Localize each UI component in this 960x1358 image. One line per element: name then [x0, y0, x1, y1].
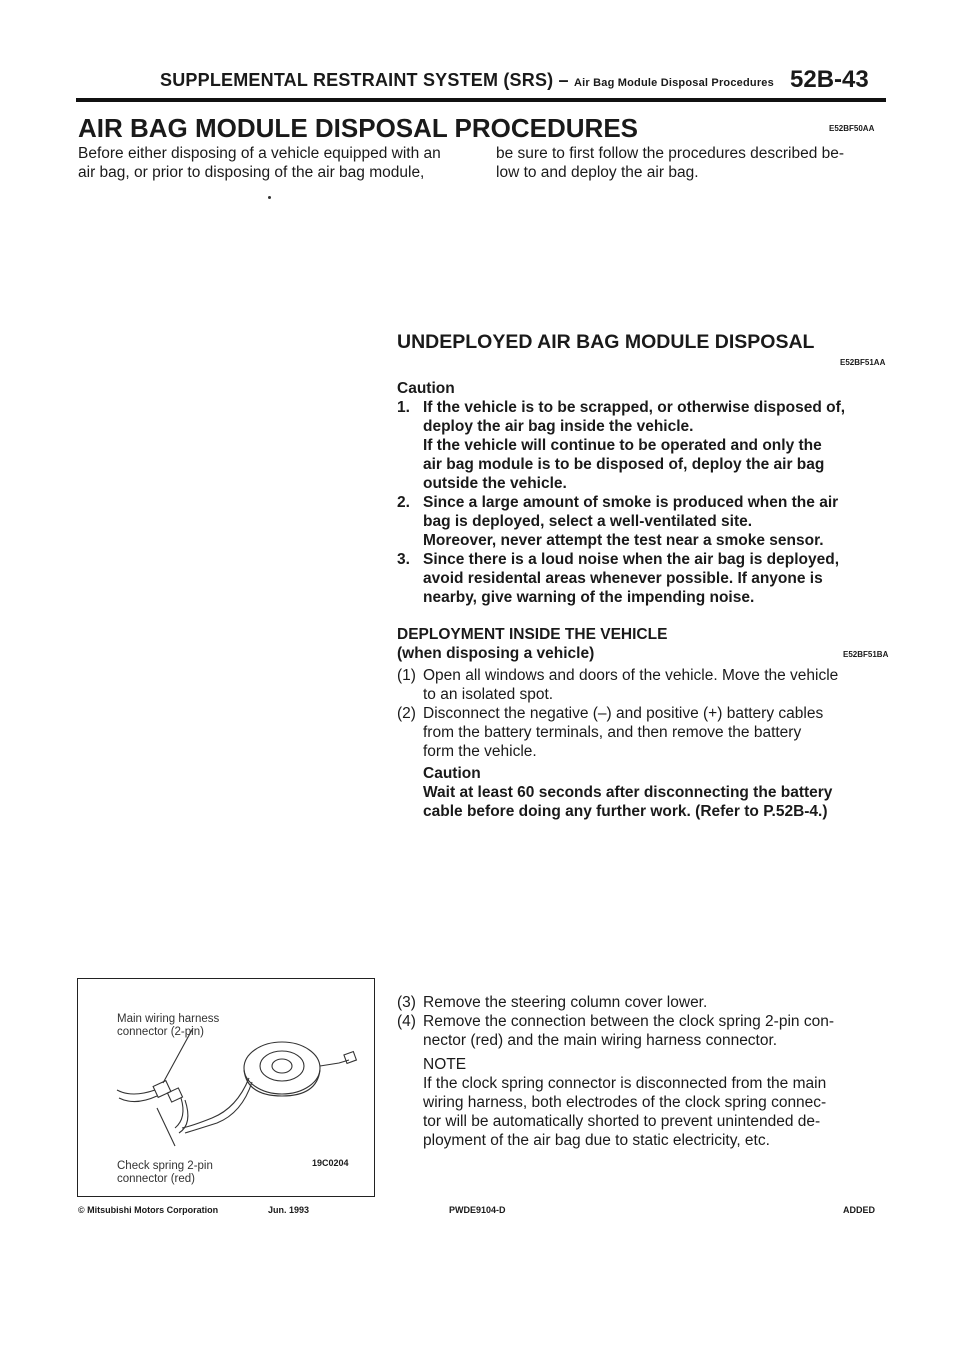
intro-right [496, 144, 896, 182]
caution-line: Wait at least 60 seconds after disconnecting the battery [423, 784, 833, 801]
step-item [397, 666, 892, 704]
step-line: to an isolated spot. [423, 686, 554, 703]
footer-date: Jun. 1993 [268, 1205, 310, 1215]
leader-line [163, 1028, 193, 1083]
figure-label-line: connector (red) [117, 1173, 195, 1185]
caution-line: bag is deployed, select a well-ventilated site. [423, 513, 753, 530]
caution-line: cable before doing any further work. (Refer to P.52B-4.) [423, 803, 828, 820]
figure-label-line: Check spring 2-pin [117, 1160, 213, 1172]
leader-line [157, 1108, 175, 1146]
intro-line: Before either disposing of a vehicle equipped with an [78, 145, 441, 162]
header-title: SUPPLEMENTAL RESTRAINT SYSTEM (SRS) – [160, 70, 569, 90]
header-divider [76, 98, 886, 102]
page-title: AIR BAG MODULE DISPOSAL PROCEDURES [78, 113, 639, 143]
clock-spring-connector [344, 1052, 356, 1064]
step-list [397, 666, 892, 761]
section-code: E52BF51AA [840, 358, 886, 367]
subsection-code: E52BF51BA [843, 650, 889, 659]
caution-line: air bag module is to be disposed of, deploy the air bag [423, 456, 825, 473]
caution-list [397, 398, 887, 607]
header-subtitle: Air Bag Module Disposal Procedures [573, 77, 774, 89]
caution-line: Since a large amount of smoke is produced when the air [423, 494, 839, 511]
caution-label: Caution [397, 380, 455, 397]
caution-number: 2. [397, 494, 410, 511]
intro-left [78, 144, 478, 182]
clock-spring-illustration [77, 978, 375, 1197]
caution-label: Caution [423, 765, 481, 782]
title-code: E52BF50AA [829, 124, 875, 133]
subsection-title: DEPLOYMENT INSIDE THE VEHICLE [397, 626, 668, 643]
step-number: (2) [397, 705, 416, 722]
figure-label-line: Main wiring harness [117, 1013, 220, 1025]
caution-item [397, 550, 887, 607]
step-line: Remove the steering column cover lower. [423, 994, 708, 1011]
step-number: (1) [397, 667, 416, 684]
intro-line: air bag, or prior to disposing of the air bag module, [78, 164, 425, 181]
stray-dot [268, 196, 271, 199]
note-line: If the clock spring connector is disconnected from the main [423, 1075, 827, 1092]
step-line: from the battery terminals, and then remove the battery [423, 724, 802, 741]
caution-line: nearby, give warning of the impending noise. [423, 589, 755, 606]
step-item [397, 1012, 892, 1050]
note-line: wiring harness, both electrodes of the clock spring connec- [423, 1094, 827, 1111]
caution-line: If the vehicle is to be scrapped, or otherwise disposed of, [423, 399, 846, 416]
caution-line: If the vehicle will continue to be operated and only the [423, 437, 822, 454]
figure-code: 19C0204 [312, 1158, 349, 1168]
step-item [397, 993, 892, 1012]
step-line: nector (red) and the main wiring harness connector. [423, 1032, 778, 1049]
caution-text [423, 783, 893, 821]
figure-label-line: connector (2-pin) [117, 1026, 204, 1038]
step-number: (4) [397, 1013, 416, 1030]
clock-spring-body [244, 1042, 320, 1094]
caution-number: 1. [397, 399, 410, 416]
step-line: Disconnect the negative (–) and positive (+) battery cables [423, 705, 824, 722]
running-header [160, 70, 774, 91]
caution-item [397, 493, 887, 550]
step-line: form the vehicle. [423, 743, 537, 760]
note-text [423, 1074, 893, 1150]
section-title: UNDEPLOYED AIR BAG MODULE DISPOSAL [397, 331, 815, 353]
step-list [397, 993, 892, 1050]
caution-item [397, 398, 887, 493]
page-number: 52B-43 [790, 66, 869, 93]
note-line: ployment of the air bag due to static electricity, etc. [423, 1132, 770, 1149]
caution-number: 3. [397, 551, 410, 568]
caution-line: Since there is a loud noise when the air bag is deployed, [423, 551, 840, 568]
caution-line: Moreover, never attempt the test near a smoke sensor. [423, 532, 824, 549]
footer-copyright: © Mitsubishi Motors Corporation [78, 1205, 219, 1215]
caution-line: avoid residental areas whenever possible. If anyone is [423, 570, 823, 587]
step-item [397, 704, 892, 761]
intro-line: be sure to first follow the procedures described be- [496, 145, 845, 162]
note-line: tor will be automatically shorted to prevent unintended de- [423, 1113, 821, 1130]
caution-line: deploy the air bag inside the vehicle. [423, 418, 694, 435]
step-number: (3) [397, 994, 416, 1011]
step-line: Remove the connection between the clock spring 2-pin con- [423, 1013, 834, 1030]
footer-doc-code: PWDE9104-D [449, 1205, 506, 1215]
note-label: NOTE [423, 1056, 467, 1073]
subsection-subtitle: (when disposing a vehicle) [397, 645, 595, 662]
caution-line: outside the vehicle. [423, 475, 567, 492]
intro-line: low to and deploy the air bag. [496, 164, 699, 181]
step-line: Open all windows and doors of the vehicle. Move the vehicle [423, 667, 839, 684]
footer-status: ADDED [843, 1205, 876, 1215]
